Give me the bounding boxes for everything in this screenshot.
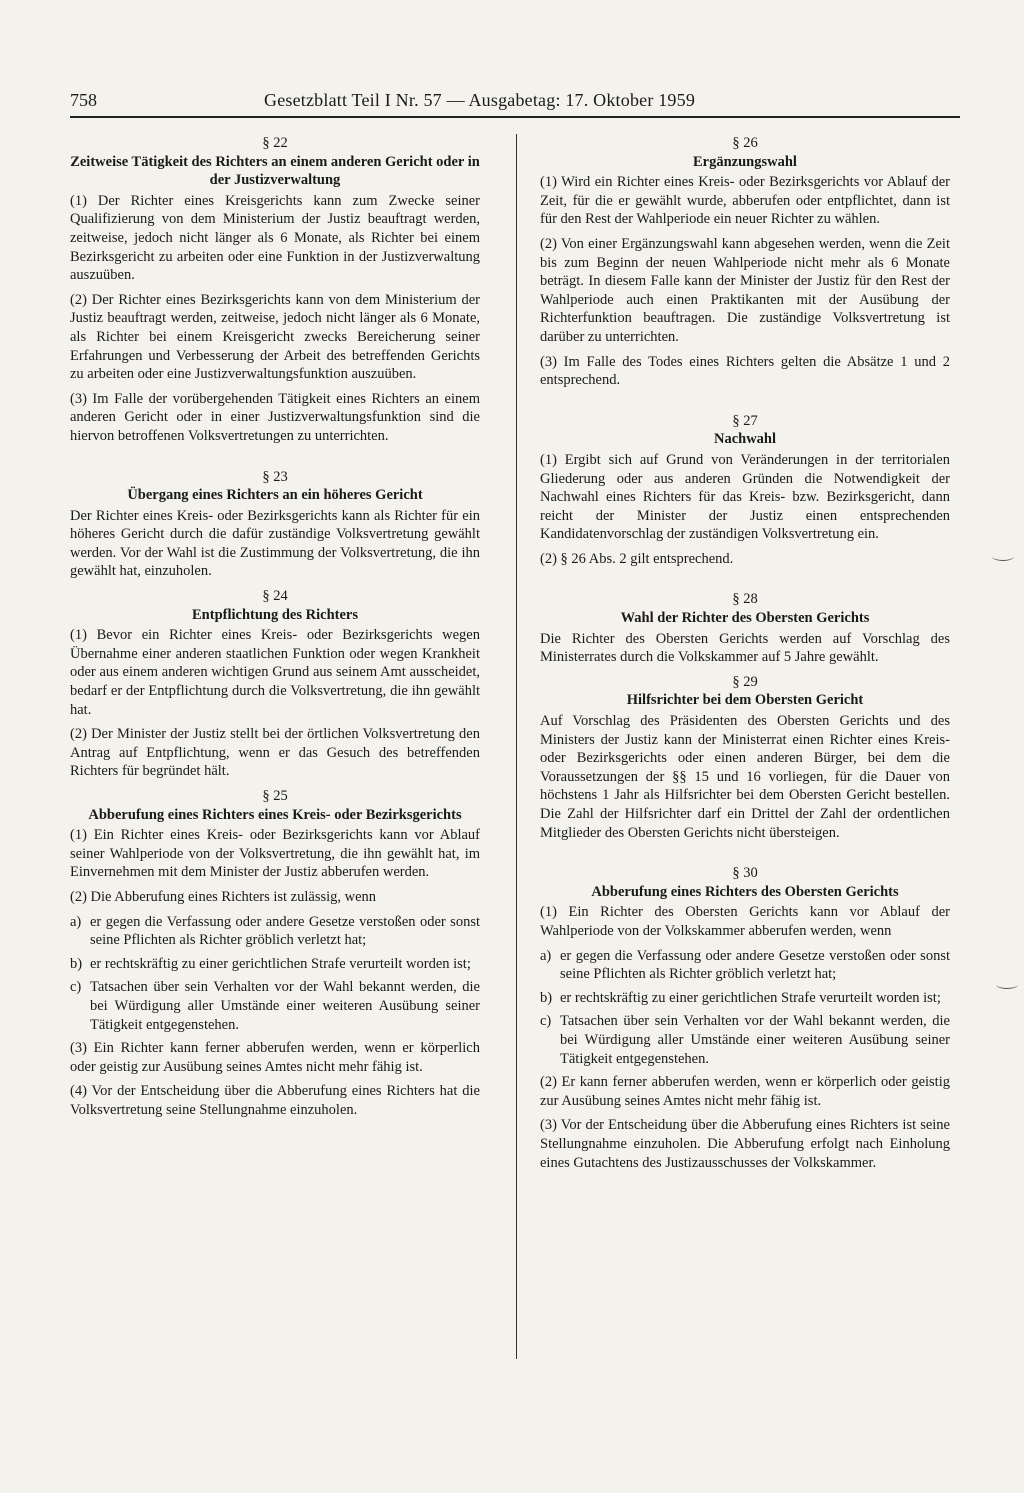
paragraph: (2) Von einer Ergänzungswahl kann abgesehen werden, wenn die Zeit bis zum Beginn der neuen Wahlperiode nicht mehr als 6 Monate beträgt. In diesem Falle kann der Minister der Justiz für den Rest der Wahlperiode auch einen Praktikanten mit der Ausübung der Richterfunktion beauftragen. Die zuständige Volksvertretung ist darüber zu unterrichten.: [540, 235, 950, 345]
list-marker: b): [70, 955, 83, 972]
section-number: § 29: [732, 673, 758, 690]
paragraph: Auf Vorschlag des Präsidenten des Obersten Gerichts und des Ministers der Justiz kann der Ministerrat einen Richter eines Kreis- oder Bezirksgerichts oder einen anderen Bürger, bei dem die Voraussetzungen der §§ 15 und 16 vorliegen, für die Dauer von höchstens 1 Jahr als Hilfsrichter bei dem Obersten Gericht bestellen. Die Zahl der Hilfsrichter darf ein Drittel der Zahl der ordentlichen Mitglieder des Obersten Gerichts nicht übersteigen.: [540, 713, 950, 841]
paragraph: (3) Im Falle der vorübergehenden Tätigkeit eines Richters an einem anderen Gericht oder in einer Justizverwaltungsfunktion sind die hiervon betroffenen Volksvertretungen zu unterrichten.: [70, 390, 480, 444]
column-divider: [516, 134, 517, 1359]
section-number: § 25: [262, 788, 288, 804]
list-item: [70, 978, 480, 1034]
paragraph: (3) Im Falle des Todes eines Richters gelten die Absätze 1 und 2 entsprechend.: [540, 353, 950, 389]
list-text: er gegen die Verfassung oder andere Gesetze verstoßen oder sonst seine Pflichten als Richter gröblich verletzt hat;: [560, 947, 950, 983]
list-item: [540, 1012, 950, 1068]
list-text: Tatsachen über sein Verhalten vor der Wahl bekannt werden, die bei Würdigung aller Umstände einer weiteren Ausübung seiner Tätigkeit entgegenstehen.: [90, 979, 480, 1033]
gazette-title: Gesetzblatt Teil I Nr. 57 — Ausgabetag: 17. Oktober 1959: [264, 90, 696, 110]
margin-mark: [992, 552, 1014, 561]
section-29: [540, 673, 950, 842]
paragraph: (1) Bevor ein Richter eines Kreis- oder Bezirksgerichts wegen Übernahme einer anderen staatlichen Funktion oder wegen Krankheit oder aus einem anderen wichtigen Grund aus seinem Amt ausscheidet, bedarf er der Entpflichtung durch die Volksvertretung, die ihn gewählt hat.: [70, 627, 480, 718]
paragraph: Die Richter des Obersten Gerichts werden auf Vorschlag des Ministerrates durch die Volkskammer auf 5 Jahre gewählt.: [540, 630, 950, 666]
section-number: § 24: [262, 588, 288, 605]
section-number: § 27: [732, 412, 758, 429]
paragraph: (1) Ergibt sich auf Grund von Veränderungen in der territorialen Gliederung oder aus anderen Gründen die Notwendigkeit der Nachwahl eines Richters für das Kreis- bzw. Bezirksgericht, dann reicht der Minister der Justiz einen entsprechenden Kandidatenvorschlag der zuständigen Volksvertretung ein.: [540, 451, 950, 543]
section-heading: Entpflichtung des Richters: [192, 606, 358, 623]
paragraph: (3) Ein Richter kann ferner abberufen werden, wenn er körperlich oder geistig zur Ausübung seines Amtes nicht mehr fähig ist.: [70, 1040, 480, 1075]
list-marker: c): [540, 1013, 552, 1030]
paragraph: (2) Die Abberufung eines Richters ist zulässig, wenn: [70, 888, 377, 905]
section-heading: Ergänzungswahl: [693, 153, 797, 170]
list-item: [540, 947, 950, 984]
paragraph: (1) Ein Richter des Obersten Gerichts kann vor Ablauf der Wahlperiode von der Volkskammer abberufen werden, wenn: [540, 904, 950, 939]
list-marker: b): [540, 989, 553, 1006]
section-28: [540, 590, 950, 666]
paragraph: (1) Ein Richter eines Kreis- oder Bezirksgerichts kann vor Ablauf seiner Wahlperiode von der Volksvertretung, die ihn gewählt hat, im Einvernehmen mit dem Minister der Justiz abberufen werden.: [70, 827, 480, 881]
left-column: [70, 134, 480, 1126]
list-marker: a): [70, 913, 82, 930]
paragraph: (2) Der Minister der Justiz stellt bei der örtlichen Volksvertretung den Antrag auf Entpflichtung, wenn er das Gesuch des betreffenden Richters für begründet hält.: [70, 726, 480, 780]
section-heading: Abberufung eines Richters des Obersten Gerichts: [591, 883, 899, 900]
section-number: § 30: [732, 865, 758, 882]
paragraph: (3) Vor der Entscheidung über die Abberufung eines Richters ist seine Stellungnahme einzuholen. Die Abberufung erfolgt nach Einholung eines Gutachtens des Justizausschusses der Volkskammer.: [540, 1117, 950, 1171]
list-text: er gegen die Verfassung oder andere Gesetze verstoßen oder sonst seine Pflichten als Richter gröblich verletzt hat;: [90, 913, 480, 949]
section-heading: Abberufung eines Richters eines Kreis- oder Bezirksgerichts: [88, 806, 462, 823]
section-heading: Wahl der Richter des Obersten Gerichts: [620, 610, 870, 627]
paragraph: (1) Der Richter eines Kreisgerichts kann zum Zwecke seiner Qualifizierung von dem Ministerium der Justiz beauftragt werden, zeitweise, jedoch nicht länger als 6 Monate, als Richter bei einem Bezirksgericht zu arbeiten oder eine Funktion in der Justizverwaltung auszuüben.: [70, 192, 480, 284]
right-column: [540, 134, 950, 1178]
section-number: § 26: [732, 135, 758, 151]
section-25: [70, 787, 480, 1120]
section-24: [70, 587, 480, 781]
section-22: [70, 134, 480, 446]
list-item: [70, 913, 480, 950]
paragraph: (2) Er kann ferner abberufen werden, wenn er körperlich oder geistig zur Ausübung seines Amtes nicht mehr fähig ist.: [540, 1074, 950, 1109]
section-number: § 28: [732, 591, 758, 608]
list-text: Tatsachen über sein Verhalten vor der Wahl bekannt werden, die bei Würdigung aller Umstände einer weiteren Ausübung seiner Tätigkeit entgegenstehen.: [560, 1013, 950, 1067]
section-heading: Hilfsrichter bei dem Obersten Gericht: [626, 692, 864, 709]
section-heading: Übergang eines Richters an ein höheres Gericht: [127, 487, 423, 504]
section-number: § 22: [262, 135, 288, 151]
page-header: [70, 88, 960, 118]
margin-mark: [996, 980, 1018, 989]
section-heading: Nachwahl: [713, 431, 777, 448]
list-item: [70, 955, 480, 974]
page-number: 758: [70, 90, 97, 110]
section-30: [540, 864, 950, 1172]
list-marker: c): [70, 979, 82, 996]
list-text: er rechtskräftig zu einer gerichtlichen Strafe verurteilt worden ist;: [90, 955, 471, 972]
paragraph: (1) Wird ein Richter eines Kreis- oder Bezirksgerichts vor Ablauf der Zeit, für die er gewählt wurde, abberufen oder entpflichtet, dann ist für den Rest der Wahlperiode ein neuer Richter zu wählen.: [540, 174, 950, 228]
section-26: [540, 134, 950, 390]
paragraph: (2) Der Richter eines Bezirksgerichts kann von dem Ministerium der Justiz beauftragt werden, zeitweise, jedoch nicht länger als 6 Monate, als Richter bei einem Kreisgericht zwecks Bereicherung seiner Erfahrungen und Verbesserung der Arbeit des betreffenden Gerichts zu arbeiten oder eine Justizverwaltungsfunktion auszuüben.: [70, 291, 480, 383]
list-text: er rechtskräftig zu einer gerichtlichen Strafe verurteilt worden ist;: [560, 989, 941, 1006]
paragraph: (4) Vor der Entscheidung über die Abberufung eines Richters hat die Volksvertretung seine Stellungnahme einzuholen.: [70, 1083, 480, 1118]
paragraph: Der Richter eines Kreis- oder Bezirksgerichts kann als Richter für ein höheres Gericht durch die dafür zuständige Volksvertretung gewählt werden. Vor der Wahl ist die Zustimmung der Volksvertretung, die ihn gewählt hat, einzuholen.: [70, 507, 480, 580]
section-number: § 23: [262, 468, 288, 485]
section-heading: Zeitweise Tätigkeit des Richters an einem anderen Gericht oder in der Justizverwaltung: [70, 153, 480, 189]
list-item: [540, 989, 950, 1008]
section-23: [70, 468, 480, 582]
paragraph: (2) § 26 Abs. 2 gilt entsprechend.: [540, 550, 734, 567]
section-27: [540, 412, 950, 569]
list-marker: a): [540, 947, 552, 964]
